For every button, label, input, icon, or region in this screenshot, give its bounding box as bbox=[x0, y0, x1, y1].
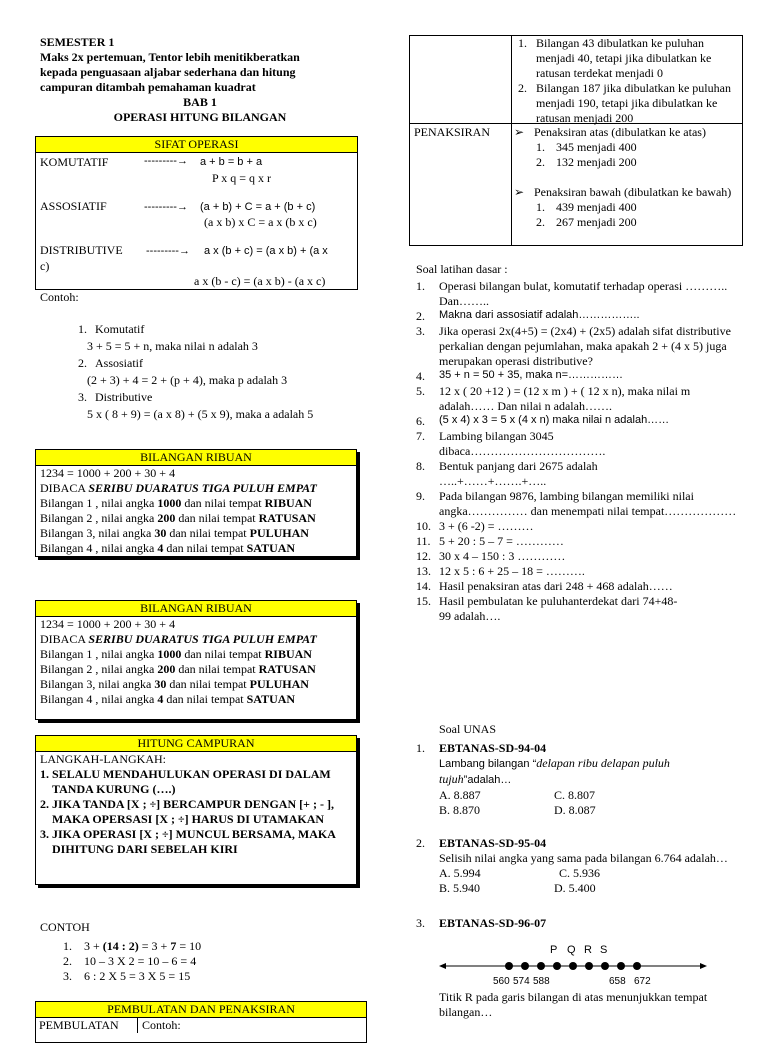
langkah-step: 2. JIKA TANDA [X ; ÷] BERCAMPUR DENGAN [+ ; - ], MAKA OPERSASI [X ; ÷] HARUS DI UTAMAKAN bbox=[40, 797, 334, 826]
ribuan-line: Bilangan 4 , nilai angka 4 dan nilai tempat SATUAN bbox=[40, 541, 296, 555]
assosiatif-arrow: ---------→ bbox=[144, 201, 188, 213]
contoh-item: 2. Assosiatif bbox=[78, 356, 143, 370]
ribuan-line: Bilangan 2 , nilai angka 200 dan nilai tempat RATUSAN bbox=[40, 511, 316, 525]
bab-heading: BAB 1 bbox=[183, 95, 217, 109]
arrow-bullet-icon: ➢ bbox=[514, 125, 525, 139]
point-label-s: S bbox=[600, 944, 608, 956]
latihan-item: 1. Operasi bilangan bulat, komutatif terhadap operasi ……….. Dan…….. bbox=[416, 279, 728, 308]
latihan-item: 9. Pada bilangan 9876, lambing bilangan memiliki nilai angka…………… dan menempati nilai tempat……………… bbox=[416, 489, 737, 518]
pembulatan-col-contoh: Contoh: bbox=[142, 1018, 181, 1032]
assosiatif-rule-1: (a + b) + C = a + (b + c) bbox=[200, 201, 316, 213]
tick-label: 658 bbox=[609, 976, 626, 987]
komutatif-rule-2: P x q = q x r bbox=[212, 171, 271, 185]
latihan-item: 4. 35 + n = 50 + 35, maka n=…………… bbox=[416, 369, 624, 383]
number-line bbox=[439, 944, 709, 990]
assosiatif-rule-2: (a x b) x C = a x (b x c) bbox=[204, 215, 317, 229]
latihan-item: 6. (5 x 4) x 3 = 5 x (4 x n) maka nilai n adalah…… bbox=[416, 414, 670, 428]
number-line-dot bbox=[537, 962, 545, 970]
langkah-step: 3. JIKA OPERASI [X ; ÷] MUNCUL BERSAMA, MAKA DIHITUNG DARI SEBELAH KIRI bbox=[40, 827, 336, 856]
sifat-operasi-box bbox=[35, 136, 358, 290]
bilangan-ribuan-title: BILANGAN RIBUAN bbox=[36, 601, 356, 617]
ribuan-line: Bilangan 4 , nilai angka 4 dan nilai tempat SATUAN bbox=[40, 692, 296, 706]
number-line-dot bbox=[521, 962, 529, 970]
latihan-item: 8. Bentuk panjang dari 2675 adalah …..+……+…….+….. bbox=[416, 459, 598, 488]
pembulatan-penaksiran-box bbox=[35, 1001, 367, 1043]
distributive-label: DISTRIBUTIVE bbox=[40, 243, 123, 257]
penaksiran-atas-item: 2. 132 menjadi 200 bbox=[536, 155, 637, 169]
bilangan-ribuan-title: BILANGAN RIBUAN bbox=[36, 450, 356, 466]
contoh-item-body: (2 + 3) + 4 = 2 + (p + 4), maka p adalah 3 bbox=[87, 373, 288, 387]
number-line-dot bbox=[553, 962, 561, 970]
penaksiran-bawah: ➢ Penaksiran bawah (dibulatkan ke bawah) bbox=[514, 185, 732, 199]
point-label-q: Q bbox=[567, 944, 576, 956]
intro-text: Maks 2x pertemuan, Tentor lebih menitikberatkan kepada penguasaan aljabar sederhana dan hitung campuran ditambah pemahaman kuadrat bbox=[40, 50, 300, 94]
contoh-item-body: 5 x ( 8 + 9) = (a x 8) + (5 x 9), maka a adalah 5 bbox=[87, 407, 314, 421]
distributive-arrow: ---------→ bbox=[146, 245, 190, 257]
hitung-campuran-box bbox=[35, 735, 357, 885]
hitung-campuran-title: HITUNG CAMPURAN bbox=[36, 736, 356, 752]
ribuan-equation: 1234 = 1000 + 200 + 30 + 4 bbox=[40, 617, 176, 631]
tick-label: 560 bbox=[493, 976, 510, 987]
ribuan-line: Bilangan 1 , nilai angka 1000 dan nilai tempat RIBUAN bbox=[40, 647, 312, 661]
unas-question: 2. EBTANAS-SD-95-04 Selisih nilai angka yang sama pada bilangan 6.764 adalah… A. 5.994 C. 5.936 B. 5.940 D. 5.400 bbox=[416, 835, 728, 895]
latihan-item: 2. Makna dari assosiatif adalah…………….. bbox=[416, 309, 640, 323]
penaksiran-table bbox=[409, 35, 743, 246]
latihan-item: 15. Hasil pembulatan ke puluhanterdekat dari 74+48-99 adalah…. bbox=[416, 594, 678, 623]
latihan-item: 7. Lambing bilangan 3045 dibaca……………………………. bbox=[416, 429, 606, 458]
tick-label: 574 bbox=[513, 976, 530, 987]
number-line-dot bbox=[633, 962, 641, 970]
ribuan-line: Bilangan 1 , nilai angka 1000 dan nilai tempat RIBUAN bbox=[40, 496, 312, 510]
latihan-item: 14. Hasil penaksiran atas dari 248 + 468 adalah…… bbox=[416, 579, 673, 593]
arrow-bullet-icon: ➢ bbox=[514, 185, 525, 199]
unas-q3-text: Titik R pada garis bilangan di atas menunjukkan tempat bilangan… bbox=[439, 990, 708, 1019]
contoh-list bbox=[40, 322, 360, 422]
ribuan-dibaca: DIBACA SERIBU DUARATUS TIGA PULUH EMPAT bbox=[40, 481, 317, 495]
semester-heading: SEMESTER 1 bbox=[40, 35, 115, 49]
bab-title: OPERASI HITUNG BILANGAN bbox=[113, 110, 287, 124]
penaksiran-bawah-item: 2. 267 menjadi 200 bbox=[536, 215, 637, 229]
distributive-rule-1b: c) bbox=[40, 259, 50, 273]
komutatif-label: KOMUTATIF bbox=[40, 155, 109, 169]
komutatif-arrow: ---------→ bbox=[144, 155, 188, 167]
unas-title: Soal UNAS bbox=[439, 722, 497, 736]
distributive-rule-2: a x (b - c) = (a x b) - (a x c) bbox=[194, 274, 326, 288]
pembulatan-col-label: PEMBULATAN bbox=[36, 1018, 138, 1033]
pembulatan-item: 2. Bilangan 187 jika dibulatkan ke puluhan menjadi 190, tetapi jika dibulatkan ke ratusan menjadi 200 bbox=[518, 81, 731, 125]
komutatif-rule-1: a + b = b + a bbox=[200, 156, 263, 168]
contoh2-item: 2. 10 – 3 X 2 = 10 – 6 = 4 bbox=[63, 954, 197, 968]
langkah-label: LANGKAH-LANGKAH: bbox=[40, 752, 166, 766]
penaksiran-label: PENAKSIRAN bbox=[414, 125, 491, 139]
ribuan-dibaca: DIBACA SERIBU DUARATUS TIGA PULUH EMPAT bbox=[40, 632, 317, 646]
tick-label: 672 bbox=[634, 976, 651, 987]
number-line-dot bbox=[569, 962, 577, 970]
pembulatan-item: 1. Bilangan 43 dibulatkan ke puluhan menjadi 40, tetapi jika dibulatkan ke ratusan terdekat menjadi 0 bbox=[518, 36, 712, 80]
contoh2-label: CONTOH bbox=[40, 920, 90, 934]
point-label-r: R bbox=[584, 944, 592, 956]
ribuan-equation: 1234 = 1000 + 200 + 30 + 4 bbox=[40, 466, 176, 480]
penaksiran-atas: ➢ Penaksiran atas (dibulatkan ke atas) bbox=[514, 125, 706, 139]
number-line-dot bbox=[601, 962, 609, 970]
point-label-p: P bbox=[550, 944, 558, 956]
latihan-item: 12. 30 x 4 – 150 : 3 ………… bbox=[416, 549, 566, 563]
latihan-item: 11. 5 + 20 : 5 – 7 = ………… bbox=[416, 534, 564, 548]
penaksiran-bawah-item: 1. 439 menjadi 400 bbox=[536, 200, 637, 214]
left-column bbox=[40, 35, 360, 125]
langkah-step: 1. SELALU MENDAHULUKAN OPERASI DI DALAM TANDA KURUNG (….) bbox=[40, 767, 331, 796]
latihan-title: Soal latihan dasar : bbox=[416, 262, 508, 276]
contoh-item: 1. Komutatif bbox=[78, 322, 145, 336]
ribuan-line: Bilangan 3, nilai angka 30 dan nilai tempat PULUHAN bbox=[40, 677, 309, 691]
contoh2-item: 3. 6 : 2 X 5 = 3 X 5 = 15 bbox=[63, 969, 191, 983]
number-line-dot bbox=[505, 962, 513, 970]
contoh2-item: 1. 3 + (14 : 2) = 3 + 7 = 10 bbox=[63, 939, 202, 953]
latihan-item: 3. Jika operasi 2x(4+5) = (2x4) + (2x5) adalah sifat distributive perkalian dengan pejumlahan, maka apakah 2 + (4 x 5) juga merupakan operasi distributive? bbox=[416, 324, 731, 368]
distributive-rule-1: a x (b + c) = (a x b) + (a x bbox=[204, 245, 328, 257]
latihan-item: 10. 3 + (6 -2) = ……… bbox=[416, 519, 534, 533]
contoh-item-body: 3 + 5 = 5 + n, maka nilai n adalah 3 bbox=[87, 339, 258, 353]
latihan-item: 13. 12 x 5 : 6 + 25 – 18 = ………. bbox=[416, 564, 585, 578]
ribuan-line: Bilangan 2 , nilai angka 200 dan nilai tempat RATUSAN bbox=[40, 662, 316, 676]
latihan-list bbox=[416, 279, 742, 624]
latihan-item: 5. 12 x ( 20 +12 ) = (12 x m ) + ( 12 x n), maka nilai m adalah…… Dan nilai n adalah……. bbox=[416, 384, 691, 413]
unas-question: 1. EBTANAS-SD-94-04 Lambang bilangan “delapan ribu delapan puluh tujuh”adalah… A. 8.887 C. 8.807 B. 8.870 D. 8.087 bbox=[416, 741, 670, 817]
penaksiran-atas-item: 1. 345 menjadi 400 bbox=[536, 140, 637, 154]
unas-question: 3. EBTANAS-SD-96-07 bbox=[416, 915, 547, 930]
number-line-dot bbox=[617, 962, 625, 970]
number-line-dot bbox=[585, 962, 593, 970]
contoh-item: 3. Distributive bbox=[78, 390, 153, 404]
assosiatif-label: ASSOSIATIF bbox=[40, 199, 107, 213]
tick-label: 588 bbox=[533, 976, 550, 987]
ribuan-line: Bilangan 3, nilai angka 30 dan nilai tempat PULUHAN bbox=[40, 526, 309, 540]
sifat-operasi-title: SIFAT OPERASI bbox=[36, 137, 357, 153]
pembulatan-penaksiran-title: PEMBULATAN DAN PENAKSIRAN bbox=[36, 1002, 366, 1018]
bilangan-ribuan-box-1 bbox=[35, 449, 357, 557]
bilangan-ribuan-box-2 bbox=[35, 600, 357, 720]
contoh-label: Contoh: bbox=[40, 290, 79, 304]
